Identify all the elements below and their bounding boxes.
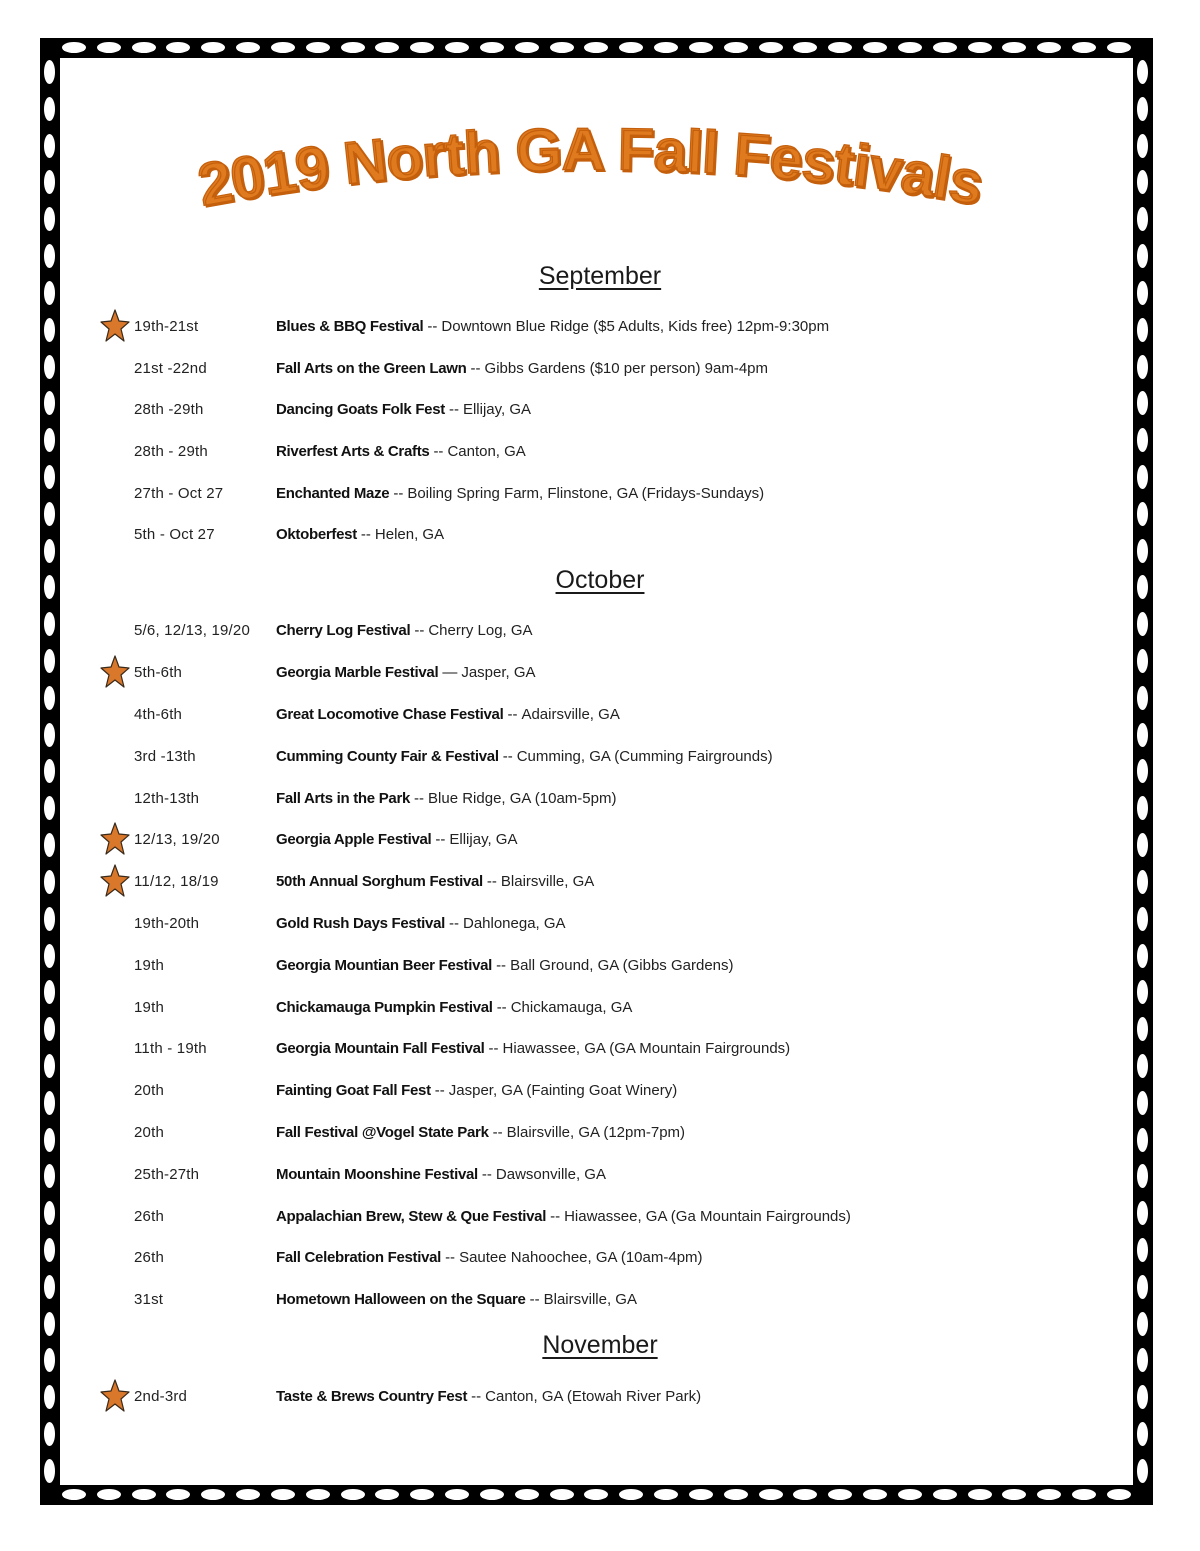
border-dot <box>44 60 55 84</box>
festival-date: 28th - 29th <box>134 443 208 460</box>
festival-name: Chickamauga Pumpkin Festival <box>276 999 493 1016</box>
festival-row <box>100 1244 1000 1272</box>
festival-date: 3rd -13th <box>134 748 196 765</box>
border-dot <box>306 42 330 53</box>
festival-info <box>276 868 594 896</box>
border-dot <box>1137 1054 1148 1078</box>
festival-name: Great Locomotive Chase Festival <box>276 706 504 723</box>
festival-details: Helen, GA <box>374 526 445 543</box>
festival-name: Gold Rush Days Festival <box>276 915 445 932</box>
festival-name: Georgia Mountian Beer Festival <box>276 957 493 974</box>
festival-row <box>100 1203 1000 1231</box>
festival-info <box>276 313 829 341</box>
festival-name: Fall Arts on the Green Lawn <box>276 360 467 377</box>
border-dot <box>44 649 55 673</box>
border-dot <box>480 1489 504 1500</box>
festival-row <box>100 1161 1000 1189</box>
border-dot <box>584 42 608 53</box>
festival-date: 12th-13th <box>134 790 200 807</box>
festival-name: Hometown Halloween on the Square <box>276 1291 526 1308</box>
border-dot <box>1137 60 1148 84</box>
border-dot <box>1137 391 1148 415</box>
border-dot <box>44 686 55 710</box>
festival-name: Georgia Apple Festival <box>276 831 432 848</box>
festival-details: Ball Ground, GA (Gibbs Gardens) <box>510 957 734 974</box>
border-dot <box>44 1054 55 1078</box>
border-dot <box>759 42 783 53</box>
border-dot <box>201 42 225 53</box>
border-dot <box>933 42 957 53</box>
month-heading-label: October <box>555 566 645 594</box>
festival-name: Blues & BBQ Festival <box>276 318 424 335</box>
border-dot <box>968 42 992 53</box>
border-dot <box>44 907 55 931</box>
border-dot <box>44 539 55 563</box>
border-dot <box>44 1091 55 1115</box>
festival-date: 5th - Oct 27 <box>134 526 215 543</box>
festival-date: 19th-21st <box>134 318 199 335</box>
festival-details: Downtown Blue Ridge ($5 Adults, Kids free) 12pm-9:30pm <box>441 318 830 335</box>
festival-details: Hiawassee, GA (GA Mountain Fairgrounds) <box>502 1040 791 1057</box>
border-dot <box>1137 1128 1148 1152</box>
border-dot <box>44 355 55 379</box>
festival-info <box>276 910 566 938</box>
border-dot <box>1137 1385 1148 1409</box>
festival-date: 11/12, 18/19 <box>134 873 219 890</box>
festival-info <box>276 1161 606 1189</box>
border-dot <box>898 1489 922 1500</box>
festival-row <box>100 994 1000 1022</box>
festival-name: Cherry Log Festival <box>276 622 411 639</box>
festival-separator: -- <box>414 790 425 807</box>
festival-date: 2nd-3rd <box>134 1388 188 1405</box>
border-dot <box>898 42 922 53</box>
border-dot <box>44 1017 55 1041</box>
festival-details: Canton, GA (Etowah River Park) <box>485 1388 702 1405</box>
border-dot <box>44 502 55 526</box>
border-dot <box>306 1489 330 1500</box>
festival-details: Blairsville, GA (12pm-7pm) <box>506 1124 686 1141</box>
festival-info <box>276 1383 701 1411</box>
polka-dot-border <box>40 38 1153 1505</box>
page-title-text: 2019 North GA Fall Festivals <box>192 115 988 219</box>
border-dot <box>44 833 55 857</box>
festival-info <box>276 994 632 1022</box>
festival-date: 5/6, 12/13, 19/20 <box>134 622 250 639</box>
festival-info <box>276 1203 851 1231</box>
festival-separator: -- <box>529 1291 540 1308</box>
border-dot <box>44 1164 55 1188</box>
border-dot <box>828 42 852 53</box>
border-dot <box>1107 42 1131 53</box>
border-dot <box>793 42 817 53</box>
festival-name: Oktoberfest <box>276 526 357 543</box>
border-dot <box>1137 318 1148 342</box>
border-dot <box>44 428 55 452</box>
festival-date: 21st -22nd <box>134 360 207 377</box>
festival-info <box>276 438 526 466</box>
festival-details: Blairsville, GA <box>500 873 595 890</box>
border-dot <box>1137 944 1148 968</box>
border-dot <box>375 42 399 53</box>
border-dot <box>44 944 55 968</box>
border-dot <box>863 1489 887 1500</box>
festival-details: Jasper, GA (Fainting Goat Winery) <box>448 1082 678 1099</box>
border-dot <box>1137 1422 1148 1446</box>
festival-info <box>276 826 517 854</box>
festival-date: 19th-20th <box>134 915 200 932</box>
border-dot <box>480 42 504 53</box>
festival-date: 12/13, 19/20 <box>134 831 220 848</box>
border-dot <box>1037 1489 1061 1500</box>
border-dot <box>1137 907 1148 931</box>
border-dot <box>271 42 295 53</box>
border-dot <box>44 1459 55 1483</box>
border-dot <box>44 1238 55 1262</box>
border-dot <box>44 134 55 158</box>
border-dot <box>44 97 55 121</box>
festival-name: Dancing Goats Folk Fest <box>276 401 445 418</box>
border-dot <box>1137 759 1148 783</box>
border-dot <box>1137 833 1148 857</box>
festival-separator: -- <box>448 401 459 418</box>
festival-row <box>100 1383 1000 1411</box>
festival-name: Taste & Brews Country Fest <box>276 1388 468 1405</box>
festival-separator: -- <box>393 485 404 502</box>
border-dot <box>166 1489 190 1500</box>
festival-row <box>100 952 1000 980</box>
border-dot <box>689 42 713 53</box>
festival-name: Appalachian Brew, Stew & Que Festival <box>276 1208 547 1225</box>
festival-date: 28th -29th <box>134 401 204 418</box>
border-dot <box>863 42 887 53</box>
festival-row <box>100 480 1000 508</box>
festival-date: 20th <box>134 1124 164 1141</box>
festival-details: Chickamauga, GA <box>510 999 633 1016</box>
festival-info <box>276 396 531 424</box>
festival-separator: -- <box>445 1249 456 1266</box>
border-dot <box>515 1489 539 1500</box>
svg-text:2019 North GA Fall Festivals <box>193 115 988 218</box>
border-dot <box>515 42 539 53</box>
festival-date: 19th <box>134 957 164 974</box>
border-dot <box>236 42 260 53</box>
festival-info <box>276 1119 685 1147</box>
border-dot <box>1137 649 1148 673</box>
border-dot <box>44 170 55 194</box>
festival-separator: -- <box>507 706 518 723</box>
border-dot <box>1137 1238 1148 1262</box>
festival-info <box>276 1244 703 1272</box>
festival-separator: -- <box>502 748 513 765</box>
festival-row <box>100 1077 1000 1105</box>
border-dot <box>97 42 121 53</box>
page-title <box>170 115 1010 228</box>
festival-details: Jasper, GA <box>461 664 536 681</box>
border-dot <box>236 1489 260 1500</box>
border-dot <box>44 1385 55 1409</box>
festival-info <box>276 1035 790 1063</box>
festival-name: Fall Celebration Festival <box>276 1249 442 1266</box>
festival-separator: — <box>442 664 458 681</box>
border-dot <box>793 1489 817 1500</box>
border-dot <box>1137 539 1148 563</box>
border-dot <box>44 980 55 1004</box>
festival-separator: -- <box>488 1040 499 1057</box>
border-dot <box>724 1489 748 1500</box>
festival-name: Enchanted Maze <box>276 485 390 502</box>
festival-date: 20th <box>134 1082 164 1099</box>
border-dot <box>166 42 190 53</box>
border-dot <box>1107 1489 1131 1500</box>
border-dot <box>1137 170 1148 194</box>
border-dot <box>550 1489 574 1500</box>
festival-info <box>276 952 734 980</box>
border-dot <box>44 723 55 747</box>
star-icon <box>100 864 130 898</box>
festival-name: 50th Annual Sorghum Festival <box>276 873 483 890</box>
festival-date: 5th-6th <box>134 664 183 681</box>
border-dot <box>1137 207 1148 231</box>
month-heading-november <box>0 1331 1200 1360</box>
border-dot <box>132 42 156 53</box>
festival-info <box>276 659 536 687</box>
border-dot <box>44 391 55 415</box>
border-dot <box>1137 980 1148 1004</box>
festival-name: Fall Festival @Vogel State Park <box>276 1124 489 1141</box>
border-dot <box>1137 428 1148 452</box>
festival-separator: -- <box>550 1208 561 1225</box>
border-dot <box>1137 796 1148 820</box>
border-dot <box>44 612 55 636</box>
border-dot <box>1137 1275 1148 1299</box>
border-dot <box>1137 1091 1148 1115</box>
festival-separator: -- <box>496 999 507 1016</box>
border-dot <box>201 1489 225 1500</box>
border-dot <box>341 1489 365 1500</box>
festival-name: Georgia Marble Festival <box>276 664 439 681</box>
festival-details: Ellijay, GA <box>449 831 518 848</box>
festival-separator: -- <box>435 831 446 848</box>
star-icon <box>100 822 130 856</box>
festival-separator: -- <box>414 622 425 639</box>
festival-info <box>276 521 444 549</box>
festival-row <box>100 868 1000 896</box>
border-dot <box>445 42 469 53</box>
festival-row <box>100 438 1000 466</box>
border-dot <box>1137 612 1148 636</box>
festival-details: Sautee Nahoochee, GA (10am-4pm) <box>459 1249 703 1266</box>
festival-separator: -- <box>496 957 507 974</box>
border-dot <box>62 42 86 53</box>
festival-separator: -- <box>360 526 371 543</box>
border-dot <box>1002 42 1026 53</box>
border-dot <box>1137 502 1148 526</box>
border-dot <box>44 1275 55 1299</box>
festival-name: Mountain Moonshine Festival <box>276 1166 478 1183</box>
festival-details: Boiling Spring Farm, Flinstone, GA (Fridays-Sundays) <box>407 485 765 502</box>
month-heading-october <box>0 566 1200 595</box>
border-dot <box>445 1489 469 1500</box>
border-dot <box>724 42 748 53</box>
festival-details: Dahlonega, GA <box>462 915 566 932</box>
festival-row <box>100 701 1000 729</box>
festival-row <box>100 743 1000 771</box>
festival-row <box>100 659 1000 687</box>
border-dot <box>410 42 434 53</box>
festival-date: 31st <box>134 1291 164 1308</box>
border-dot <box>44 1201 55 1225</box>
border-dot <box>759 1489 783 1500</box>
border-dot <box>1137 870 1148 894</box>
festival-name: Cumming County Fair & Festival <box>276 748 499 765</box>
festival-details: Blue Ridge, GA (10am-5pm) <box>428 790 617 807</box>
festival-separator: -- <box>492 1124 503 1141</box>
festival-details: Dawsonville, GA <box>495 1166 606 1183</box>
festival-row <box>100 355 1000 383</box>
border-dot <box>689 1489 713 1500</box>
border-dots-top <box>62 42 1131 54</box>
border-dot <box>1137 723 1148 747</box>
festival-row <box>100 521 1000 549</box>
border-dot <box>619 1489 643 1500</box>
festival-date: 26th <box>134 1249 164 1266</box>
festival-row <box>100 617 1000 645</box>
festival-separator: -- <box>471 1388 482 1405</box>
border-dot <box>44 465 55 489</box>
border-dot <box>271 1489 295 1500</box>
border-dot <box>44 796 55 820</box>
festival-separator: -- <box>481 1166 492 1183</box>
festival-info <box>276 743 773 771</box>
border-dot <box>44 1128 55 1152</box>
festival-details: Adairsville, GA <box>521 706 620 723</box>
border-dot <box>933 1489 957 1500</box>
border-dot <box>1137 134 1148 158</box>
festival-row <box>100 1035 1000 1063</box>
festival-info <box>276 701 620 729</box>
border-dot <box>550 42 574 53</box>
border-dot <box>654 1489 678 1500</box>
festival-name: Georgia Mountain Fall Festival <box>276 1040 485 1057</box>
border-dot <box>1137 1201 1148 1225</box>
festival-separator: -- <box>486 873 497 890</box>
border-dot <box>1002 1489 1026 1500</box>
border-dot <box>97 1489 121 1500</box>
border-dot <box>968 1489 992 1500</box>
festival-info <box>276 617 533 645</box>
festival-details: Canton, GA <box>447 443 526 460</box>
border-dot <box>1072 1489 1096 1500</box>
month-heading-september <box>0 262 1200 291</box>
border-dot <box>828 1489 852 1500</box>
border-dot <box>1137 1459 1148 1483</box>
border-dot <box>375 1489 399 1500</box>
border-dot <box>1137 1017 1148 1041</box>
festival-name: Fall Arts in the Park <box>276 790 411 807</box>
festival-date: 11th - 19th <box>134 1040 207 1057</box>
festival-date: 25th-27th <box>134 1166 200 1183</box>
border-dot <box>1137 686 1148 710</box>
festival-details: Blairsville, GA <box>543 1291 637 1308</box>
border-dot <box>44 1422 55 1446</box>
festival-row <box>100 1119 1000 1147</box>
month-heading-label: November <box>542 1331 658 1359</box>
border-dot <box>44 207 55 231</box>
festival-separator: -- <box>427 318 438 335</box>
star-icon <box>100 1379 130 1413</box>
star-icon <box>100 655 130 689</box>
festival-info <box>276 480 764 508</box>
border-dot <box>341 42 365 53</box>
border-dot <box>410 1489 434 1500</box>
festival-info <box>276 355 768 383</box>
festival-details: Cherry Log, GA <box>428 622 533 639</box>
festival-separator: -- <box>448 915 459 932</box>
festival-row <box>100 785 1000 813</box>
festival-details: Gibbs Gardens ($10 per person) 9am-4pm <box>484 360 769 377</box>
border-dot <box>584 1489 608 1500</box>
border-dot <box>1137 97 1148 121</box>
border-dot <box>44 318 55 342</box>
festival-row <box>100 313 1000 341</box>
border-dot <box>1137 465 1148 489</box>
border-dot <box>1137 355 1148 379</box>
border-dot <box>1072 42 1096 53</box>
festival-row <box>100 910 1000 938</box>
border-dot <box>1037 42 1061 53</box>
border-dot <box>44 870 55 894</box>
festival-info <box>276 1077 677 1105</box>
festival-details: Hiawassee, GA (Ga Mountain Fairgrounds) <box>564 1208 851 1225</box>
festival-info <box>276 1286 637 1314</box>
festival-separator: -- <box>470 360 481 377</box>
month-heading-label: September <box>538 262 662 290</box>
festival-name: Fainting Goat Fall Fest <box>276 1082 431 1099</box>
festival-name: Riverfest Arts & Crafts <box>276 443 430 460</box>
festival-row <box>100 826 1000 854</box>
border-dot <box>619 42 643 53</box>
festival-date: 26th <box>134 1208 164 1225</box>
star-icon <box>100 309 130 343</box>
festival-separator: -- <box>434 1082 445 1099</box>
festival-row <box>100 396 1000 424</box>
festival-row <box>100 1286 1000 1314</box>
border-dot <box>132 1489 156 1500</box>
festival-info <box>276 785 616 813</box>
border-dot <box>44 759 55 783</box>
festival-separator: -- <box>433 443 444 460</box>
border-dot <box>654 42 678 53</box>
festival-details: Cumming, GA (Cumming Fairgrounds) <box>516 748 773 765</box>
border-dot <box>62 1489 86 1500</box>
festival-details: Ellijay, GA <box>462 401 532 418</box>
border-dots-bottom <box>62 1489 1131 1501</box>
festival-date: 19th <box>134 999 164 1016</box>
festival-date: 4th-6th <box>134 706 183 723</box>
border-dot <box>1137 1164 1148 1188</box>
festival-date: 27th - Oct 27 <box>134 485 224 502</box>
